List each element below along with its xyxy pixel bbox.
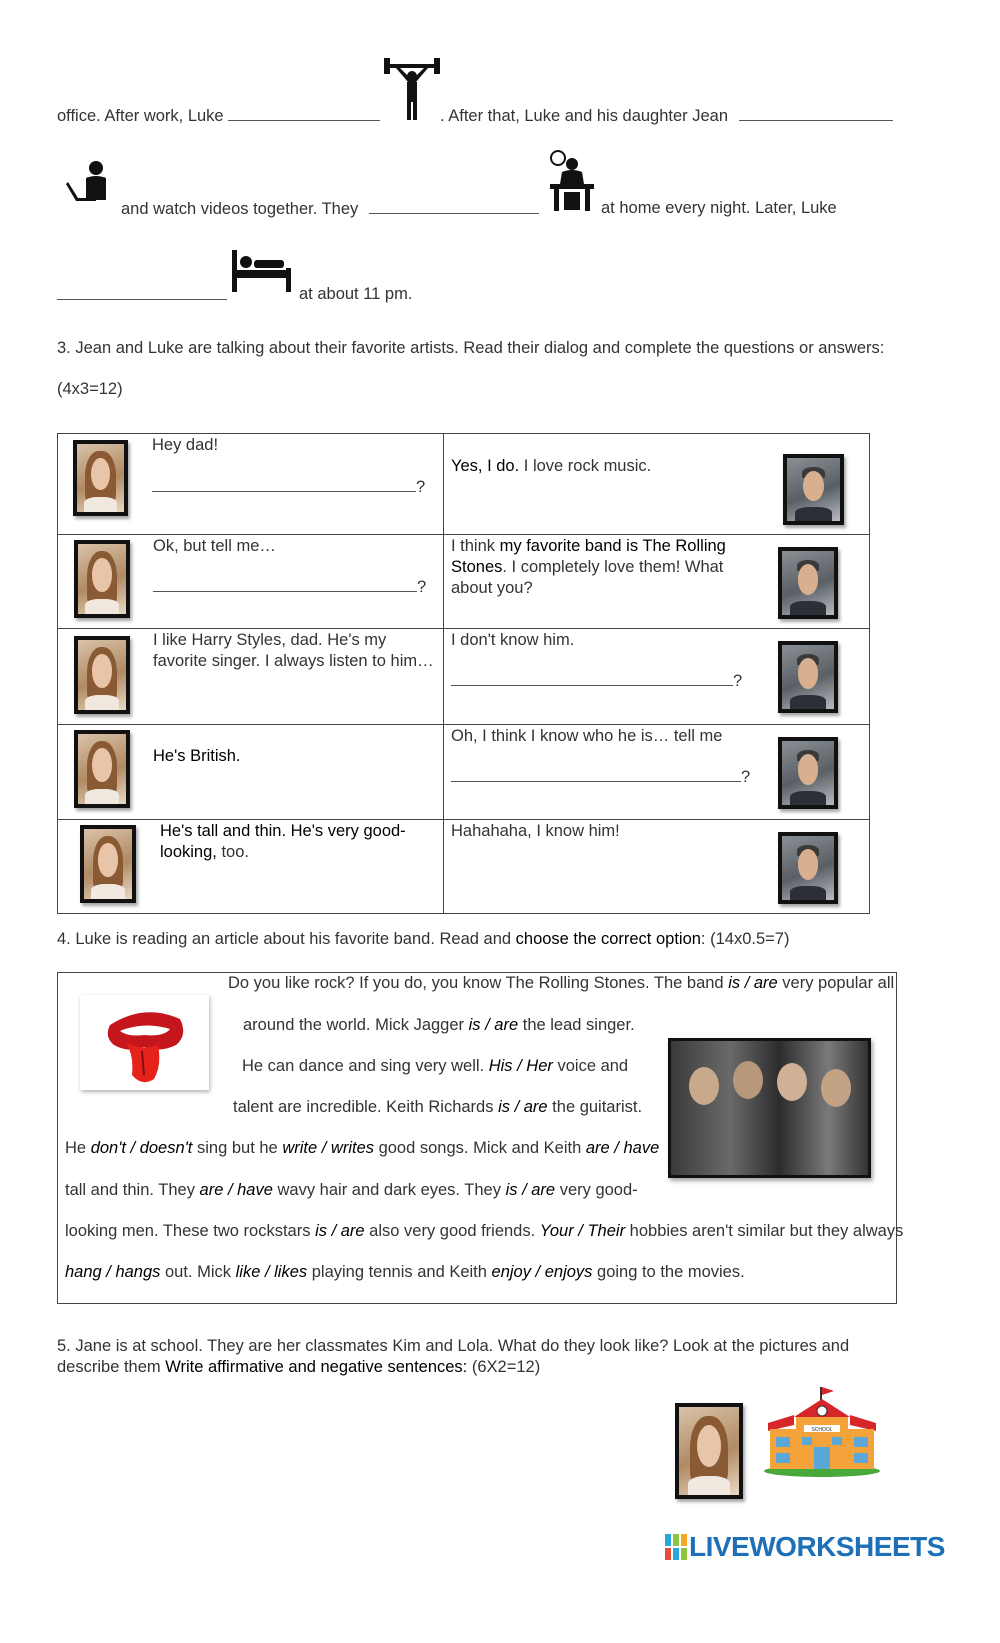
rolling-stones-logo xyxy=(80,995,209,1090)
dinner-table-icon xyxy=(548,150,596,214)
luke-photo xyxy=(778,832,838,904)
jean-photo xyxy=(74,636,130,714)
option-dont-doesnt[interactable]: don't / doesn't xyxy=(90,1139,193,1157)
s2-line3 xyxy=(57,285,227,305)
luke-cell: Oh, I think I know who he is… tell me ? xyxy=(444,725,870,820)
jean-cell: Hey dad! ? xyxy=(58,434,444,535)
option-write-writes[interactable]: write / writes xyxy=(282,1139,374,1157)
blank-1[interactable] xyxy=(228,106,380,121)
dialog-row xyxy=(58,820,870,914)
option-is-are-2[interactable]: is / are xyxy=(468,1016,519,1034)
dialog-row xyxy=(58,629,870,725)
dialog-row xyxy=(58,725,870,820)
school-building-icon xyxy=(764,1387,880,1477)
s2-line1: office. After work, Luke xyxy=(57,106,380,126)
section4-title: 4. Luke is reading an article about his favorite band. Read and choose the correct option: (14x0.5=7) xyxy=(57,930,790,948)
liveworksheets-icon xyxy=(665,1534,687,1560)
option-are-have-1[interactable]: are / have xyxy=(585,1139,660,1157)
s2-line2b: at home every night. Later, Luke xyxy=(601,199,837,217)
option-is-are-1[interactable]: is / are xyxy=(728,974,778,992)
blank-q3[interactable] xyxy=(451,671,733,686)
jean-cell: I like Harry Styles, dad. He's my favorite singer. I always listen to him… xyxy=(58,629,444,725)
jean-photo xyxy=(74,730,130,808)
blank-q4[interactable] xyxy=(451,767,741,782)
school-sign: SCHOOL xyxy=(811,1427,833,1433)
s2-line3-text: at about 11 pm. xyxy=(299,285,413,303)
dialog-table xyxy=(57,433,870,914)
dialog-row xyxy=(58,535,870,629)
jane-photo xyxy=(675,1403,743,1499)
s2-line2: and watch videos together. They xyxy=(121,199,539,219)
blank-3[interactable] xyxy=(369,199,539,214)
luke-cell: I don't know him. ? xyxy=(444,629,870,725)
liveworksheets-logo xyxy=(665,1530,945,1564)
jean-cell: He's tall and thin. He's very good- looking, too. xyxy=(58,820,444,914)
option-is-are-4[interactable]: is / are xyxy=(505,1181,556,1199)
section5-line1: 5. Jane is at school. They are her classmates Kim and Lola. What do they look like? Look at the pictures and xyxy=(57,1337,850,1355)
option-is-are-5[interactable]: is / are xyxy=(315,1222,365,1240)
luke-cell: I think my favorite band is The Rolling Stones. I completely love them! What about you? xyxy=(444,535,870,629)
brand-name: LIVEWORKSHEETS xyxy=(689,1531,945,1562)
blank-4[interactable] xyxy=(57,285,227,300)
blank-2[interactable] xyxy=(739,106,893,121)
option-like-likes[interactable]: like / likes xyxy=(235,1263,308,1281)
option-enjoy-enjoys[interactable]: enjoy / enjoys xyxy=(491,1263,593,1281)
bed-sleep-icon xyxy=(232,250,292,292)
jean-cell: Ok, but tell me… ? xyxy=(58,535,444,629)
blank-q1[interactable] xyxy=(152,477,416,492)
option-hang-hangs[interactable]: hang / hangs xyxy=(65,1263,161,1281)
luke-cell: Hahahaha, I know him! xyxy=(444,820,870,914)
article-box: Do you like rock? If you do, you know The Rolling Stones. The band is / are very popular all around the world. Mick Jagger is / are the lead singer. He can dance and sing very well. His / Her voice and talent are incredible. Keith Richards is / are the guitarist. He don't / doesn't sing but he write / writes good songs. Mick and Keith are / have tall and thin. They are / have wavy hair and dark eyes. They is / are very good- looking men. These two rockstars is / are also very good friends. Your / Their hobbies aren't similar but they always hang / hangs out. Mick like / likes playing tennis and Keith enjoy / enjoys going to the movies. xyxy=(57,972,897,1304)
section5-line2: describe them Write affirmative and negative sentences: (6X2=12) xyxy=(57,1358,541,1376)
blank-q2[interactable] xyxy=(153,577,417,592)
section3-score: (4x3=12) xyxy=(57,380,123,398)
option-is-are-3[interactable]: is / are xyxy=(498,1098,548,1116)
luke-photo xyxy=(778,547,838,619)
luke-photo xyxy=(783,454,844,525)
jean-photo xyxy=(73,440,128,516)
option-are-have-2[interactable]: are / have xyxy=(199,1181,273,1199)
jean-cell: He's British. xyxy=(58,725,444,820)
option-his-her[interactable]: His / Her xyxy=(488,1057,553,1075)
tongue-logo-icon xyxy=(80,995,209,1090)
s2-line1b: . After that, Luke and his daughter Jean xyxy=(440,106,893,126)
jean-photo xyxy=(74,540,130,618)
luke-photo xyxy=(778,641,838,713)
section3-title: 3. Jean and Luke are talking about their favorite artists. Read their dialog and complete the questions or answers: xyxy=(57,339,885,357)
band-photo xyxy=(668,1038,871,1178)
dialog-row xyxy=(58,434,870,535)
luke-cell: Yes, I do. I love rock music. xyxy=(444,434,870,535)
option-your-their[interactable]: Your / Their xyxy=(539,1222,626,1240)
jean-photo xyxy=(80,825,136,903)
laptop-user-icon xyxy=(66,160,110,204)
luke-photo xyxy=(778,737,838,809)
weightlifting-icon xyxy=(384,58,440,122)
